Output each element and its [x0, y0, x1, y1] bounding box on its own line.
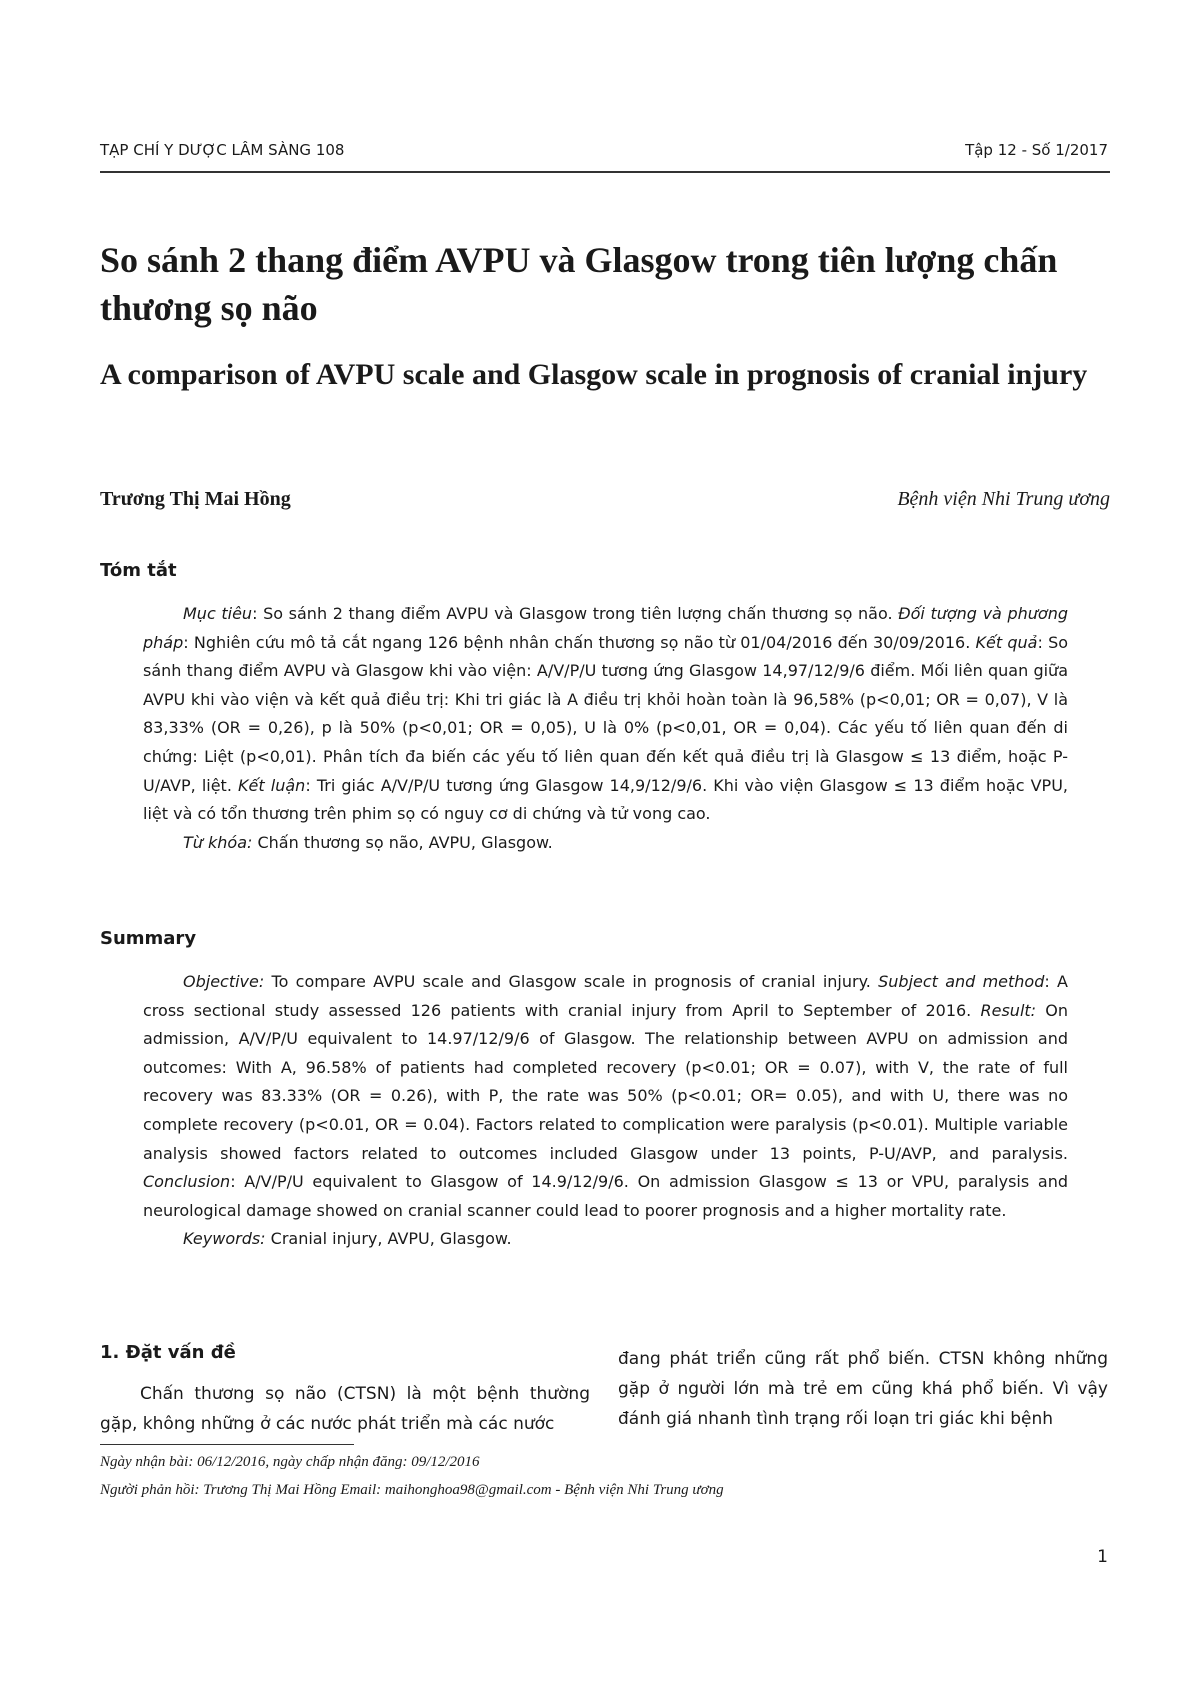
summary-keywords: Keywords: Cranial injury, AVPU, Glasgow.: [183, 1229, 512, 1249]
tomtat-heading: Tóm tắt: [100, 560, 177, 581]
objective-label: Mục tiêu: [183, 604, 253, 623]
footnote-correspondence: Người phản hồi: Trương Thị Mai Hồng Email: maihonghoa98@gmail.com - Bệnh viện Nhi Trung ương: [100, 1482, 724, 1498]
footnote-received-date: Ngày nhận bài: 06/12/2016, ngày chấp nhận đăng: 09/12/2016: [100, 1454, 480, 1470]
author-name: Trương Thị Mai Hồng: [100, 488, 291, 510]
author-affiliation: Bệnh viện Nhi Trung ương: [897, 488, 1110, 510]
title-english: A comparison of AVPU scale and Glasgow scale in prognosis of cranial injury: [100, 358, 1088, 391]
summary-body: [143, 968, 1068, 1254]
tomtat-body: [143, 600, 1068, 857]
method-label: Đối tượng và phương pháp: [143, 604, 1069, 652]
left-column: [100, 1379, 590, 1439]
section-1-heading: 1. Đặt vấn đề: [100, 1342, 236, 1363]
tomtat-keywords: Từ khóa: Chấn thương sọ não, AVPU, Glasgow.: [183, 832, 553, 852]
header-divider: [100, 171, 1110, 173]
footnote-divider: [100, 1444, 354, 1445]
section-1-paragraph-right: đang phát triển cũng rất phổ biến. CTSN không những gặp ở người lớn mà trẻ em cũng khá phổ biến. Vì vậy đánh giá nhanh tình trạng rối loạn tri giác khi bệnh: [618, 1349, 1108, 1429]
summary-paragraph: Objective: To compare AVPU scale and Glasgow scale in prognosis of cranial injury. Subject and method: A cross sectional study assessed 126 patients with cranial injury from April to September of 2016. Result: On admission, A/V/P/U equivalent to 14.97/12/9/6 of Glasgow. The relationship between AVPU on admission and outcomes: With A, 96.58% of patients had completed recovery (p<0.01; OR = 0.07), with V, the rate of full recovery was 83.33% (OR = 0.26), with P, the rate was 50% (p<0.01; OR= 0.05), and with U, there was no complete recovery (p<0.01, OR = 0.04). Factors related to complication were paralysis (p<0.01). Multiple variable analysis showed factors related to outcomes included Glasgow under 13 points, P-U/AVP, and paralysis. Conclusion: A/V/P/U equivalent to Glasgow of 14.9/12/9/6. On admission Glasgow ≤ 13 or VPU, paralysis and neurological damage showed on cranial scanner could lead to poorer prognosis and a higher mortality rate.: [143, 972, 1069, 1220]
issue-number: Tập 12 - Số 1/2017: [965, 141, 1108, 159]
result-label: Result:: [980, 1000, 1037, 1020]
section-1-paragraph-left: Chấn thương sọ não (CTSN) là một bệnh thường gặp, không những ở các nước phát triển mà các nước: [100, 1384, 590, 1434]
summary-heading: Summary: [100, 928, 197, 949]
tomtat-paragraph: Mục tiêu: So sánh 2 thang điểm AVPU và Glasgow trong tiên lượng chấn thương sọ não. Đối tượng và phương pháp: Nghiên cứu mô tả cắt ngang 126 bệnh nhân chấn thương sọ não từ 01/04/2016 đến 30/09/2016. Kết quả: So sánh thang điểm AVPU và Glasgow khi vào viện: A/V/P/U tương ứng Glasgow 14,97/12/9/6 điểm. Mối liên quan giữa AVPU khi vào viện và kết quả điều trị: Khi tri giác là A điều trị khỏi hoàn toàn là 96,58% (p<0,01; OR = 0,07), V là 83,33% (OR = 0,26), p là 50% (p<0,01; OR = 0,05), U là 0% (p<0,01, OR = 0,04). Các yếu tố liên quan đến di chứng: Liệt (p<0,01). Phân tích đa biến các yếu tố liên quan đến kết quả điều trị là Glasgow ≤ 13 điểm, hoặc P-U/AVP, liệt. Kết luận: Tri giác A/V/P/U tương ứng Glasgow 14,9/12/9/6. Khi vào viện Glasgow ≤ 13 điểm hoặc VPU, liệt và có tổn thương trên phim sọ có nguy cơ di chứng và tử vong cao.: [143, 604, 1069, 824]
page-number: 1: [1097, 1547, 1108, 1567]
right-column: [618, 1344, 1108, 1434]
objective-label: Objective:: [183, 972, 265, 991]
journal-name: TẠP CHÍ Y DƯỢC LÂM SÀNG 108: [100, 141, 345, 159]
conclusion-label: Kết luận: [238, 775, 306, 795]
running-header: [100, 141, 1108, 167]
method-label: Subject and method: [878, 972, 1045, 991]
result-label: Kết quả: [975, 632, 1038, 652]
conclusion-label: Conclusion: [143, 1172, 231, 1192]
title-vietnamese: So sánh 2 thang điểm AVPU và Glasgow trong tiên lượng chấn thương sọ não: [100, 240, 1058, 328]
